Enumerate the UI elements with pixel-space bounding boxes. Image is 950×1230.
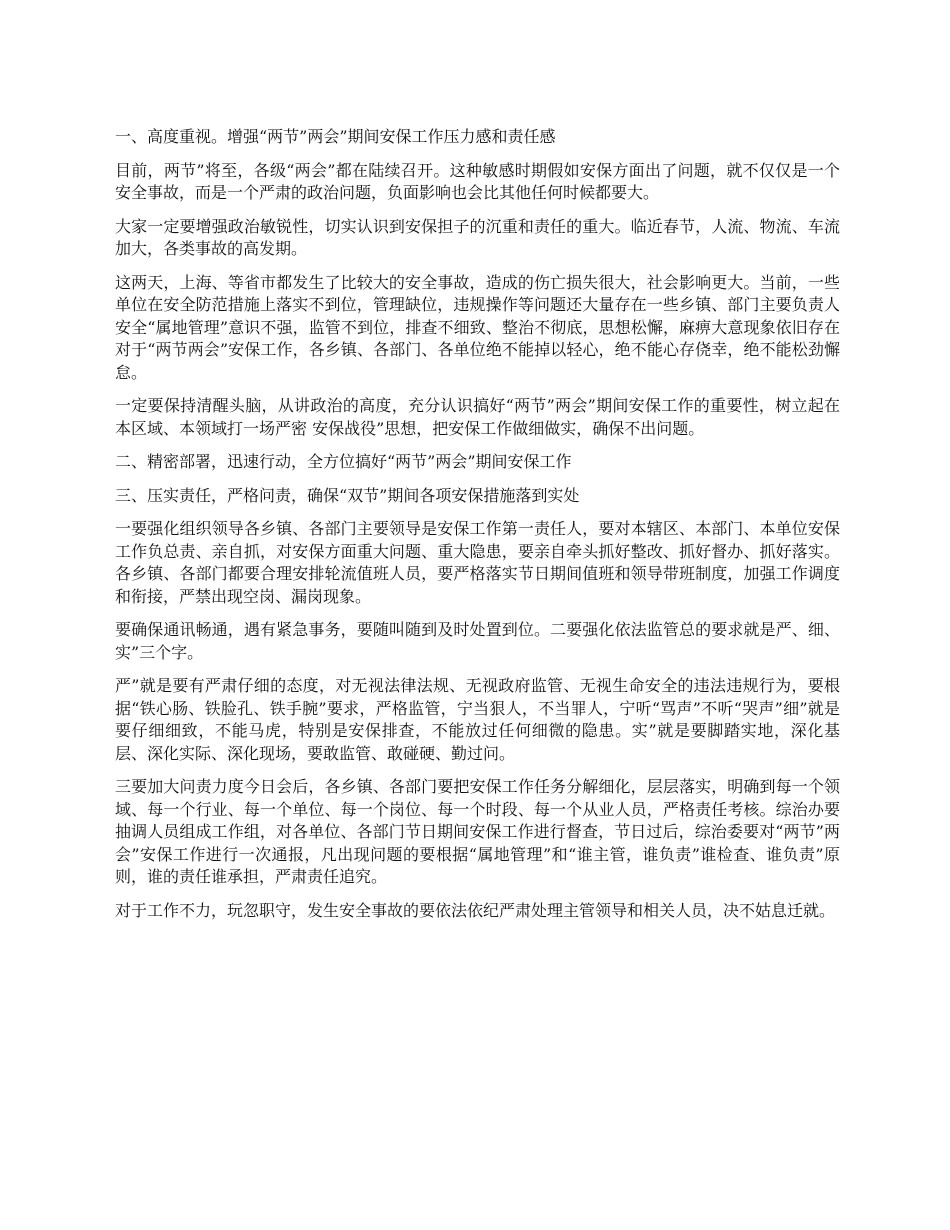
paragraph: 这两天，上海、等省市都发生了比较大的安全事故，造成的伤亡损失很大，社会影响更大。当前，一些单位在安全防范措施上落实不到位，管理缺位，违规操作等问题还大量存在一些乡镇、部门主要负责人安全“属地管理”意识不强，监管不到位，排查不细致、整治不彻底，思想松懈，麻痹大意现象依旧存在对于“两节两会”安保工作，各乡镇、各部门、各单位绝不能掉以轻心，绝不能心存侥幸，绝不能松劲懈怠。 (115, 272, 840, 382)
section-heading-2: 二、精密部署，迅速行动，全方位搞好“两节”两会”期间安保工作 (115, 452, 572, 471)
section-heading-1: 一、高度重视。增强“两节”两会”期间安保工作压力感和责任感 (115, 127, 556, 146)
paragraph: 严”就是要有严肃仔细的态度，对无视法律法规、无视政府监管、无视生命安全的违法违规行为，要根据“铁心肠、铁脸孔、铁手腕”要求，严格监管，宁当狠人，不当罪人，宁听“骂声”不听“哭声”细”就是要仔细细致，不能马虎，特别是安保排查，不能放过任何细微的隐患。实”就是要脚踏实地，深化基层、深化实际、深化现场，要敢监管、敢碰硬、勤过问。 (115, 676, 840, 763)
paragraph: 对于工作不力，玩忽职守，发生安全事故的要依法依纪严肃处理主管领导和相关人员，决不姑息迁就。 (115, 900, 836, 920)
paragraph: 大家一定要增强政治敏锐性，切实认识到安保担子的沉重和责任的重大。临近春节，人流、物流、车流加大，各类事故的高发期。 (115, 216, 840, 258)
paragraph: 一要强化组织领导各乡镇、各部门主要领导是安保工作第一责任人，要对本辖区、本部门、本单位安保工作负总责、亲自抓，对安保方面重大问题、重大隐患，要亲自牵头抓好整改、抓好督办、抓好落实。各乡镇、各部门都要合理安排轮流值班人员，要严格落实节日期间值班和领导带班制度，加强工作调度和衔接，严禁出现空岗、漏岗现象。 (115, 519, 840, 606)
paragraph: 目前，两节”将至，各级“两会”都在陆续召开。这种敏感时期假如安保方面出了问题，就不仅仅是一个安全事故，而是一个严肃的政治问题，负面影响也会比其他任何时候都要大。 (115, 160, 840, 202)
paragraph: 要确保通讯畅通，遇有紧急事务，要随叫随到及时处置到位。二要强化依法监管总的要求就是严、细、实”三个字。 (115, 620, 840, 662)
document-body (115, 126, 840, 933)
section-heading-3: 三、压实责任，严格问责，确保“双节”期间各项安保措施落到实处 (115, 485, 580, 505)
paragraph: 三要加大问责力度今日会后，各乡镇、各部门要把安保工作任务分解细化，层层落实，明确到每一个领域、每一个行业、每一个单位、每一个岗位、每一个时段、每一个从业人员，严格责任考核。综治办要抽调人员组成工作组，对各单位、各部门节日期间安保工作进行督查，节日过后，综治委要对“两节”两会”安保工作进行一次通报，凡出现问题的要根据“属地管理”和“谁主管，谁负责”谁检查、谁负责”原则，谁的责任谁承担，严肃责任追究。 (115, 777, 840, 886)
paragraph: 一定要保持清醒头脑，从讲政治的高度，充分认识搞好“两节”两会”期间安保工作的重要性，树立起在本区域、本领域打一场严密 安保战役”思想，把安保工作做细做实，确保不出问题。 (115, 396, 840, 438)
